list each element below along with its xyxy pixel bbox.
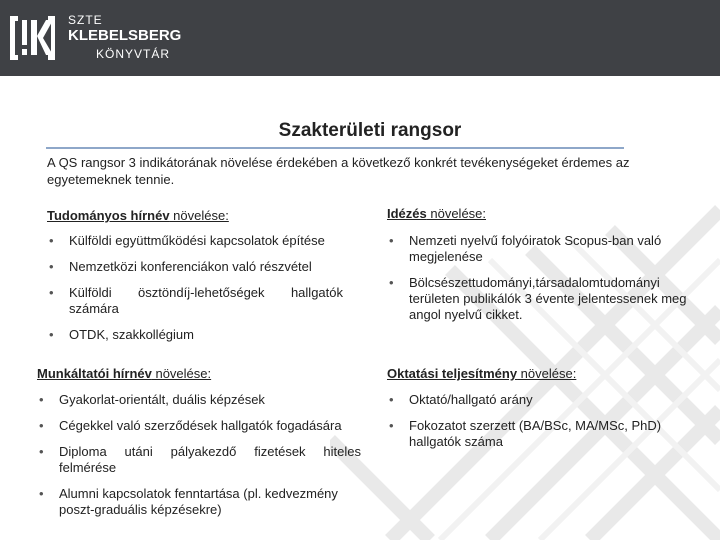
list-item: • Gyakorlat-orientált, duális képzések — [37, 392, 367, 408]
list-item: • Külföldi együttműködési kapcsolatok építése — [47, 233, 365, 249]
list-item: • Külföldi ösztöndíj-lehetőségek hallgatók számára — [47, 285, 343, 317]
logo-line-2: KLEBELSBERG — [68, 27, 182, 44]
heading-munkaltatoi: Munkáltatói hírnév növelése: — [37, 366, 212, 381]
page-title: Szakterületi rangsor — [278, 120, 462, 141]
list-item: • Diploma utáni pályakezdő fizetések hiteles felmérése — [37, 444, 361, 476]
title-divider — [46, 147, 624, 149]
intro-text: A QS rangsor 3 indikátorának növelése érdekében a következő konkrét tevékenységeket érdemes az egyetemeknek tennie. — [47, 155, 630, 187]
list-tudomanyos — [47, 233, 365, 343]
list-oktatasi — [387, 392, 687, 450]
list-item: • Fokozatot szerzett (BA/BSc, MA/MSc, PhD) hallgatók száma — [387, 418, 687, 450]
list-idezes — [387, 233, 687, 323]
list-item: • Oktató/hallgató arány — [387, 392, 687, 408]
heading-tudomanyos: Tudományos hírnév növelése: — [47, 208, 229, 223]
header-bar — [0, 0, 720, 76]
heading-oktatasi: Oktatási teljesítmény növelése: — [387, 366, 577, 381]
list-item: • Alumni kapcsolatok fenntartása (pl. kedvezmény poszt-graduális képzésekre) — [37, 486, 361, 518]
list-item: • OTDK, szakkollégium — [47, 327, 365, 343]
logo-line-1: SZTE — [68, 13, 103, 27]
logo-line-3: KÖNYVTÁR — [96, 47, 171, 61]
list-item: • Nemzeti nyelvű folyóiratok Scopus-ban való megjelenése — [387, 233, 687, 265]
list-item: • Bölcsészettudományi,társadalomtudományi területen publikálók 3 évente jelentessenek meg angol nyelvű cikket. — [387, 275, 687, 323]
list-item: • Cégekkel való szerződések hallgatók fogadására — [37, 418, 367, 434]
heading-idezes: Idézés növelése: — [387, 206, 487, 221]
library-logo-icon — [8, 14, 56, 62]
library-logo-text — [68, 13, 181, 63]
list-munkaltatoi — [37, 392, 367, 518]
list-item: • Nemzetközi konferenciákon való részvétel — [47, 259, 365, 275]
